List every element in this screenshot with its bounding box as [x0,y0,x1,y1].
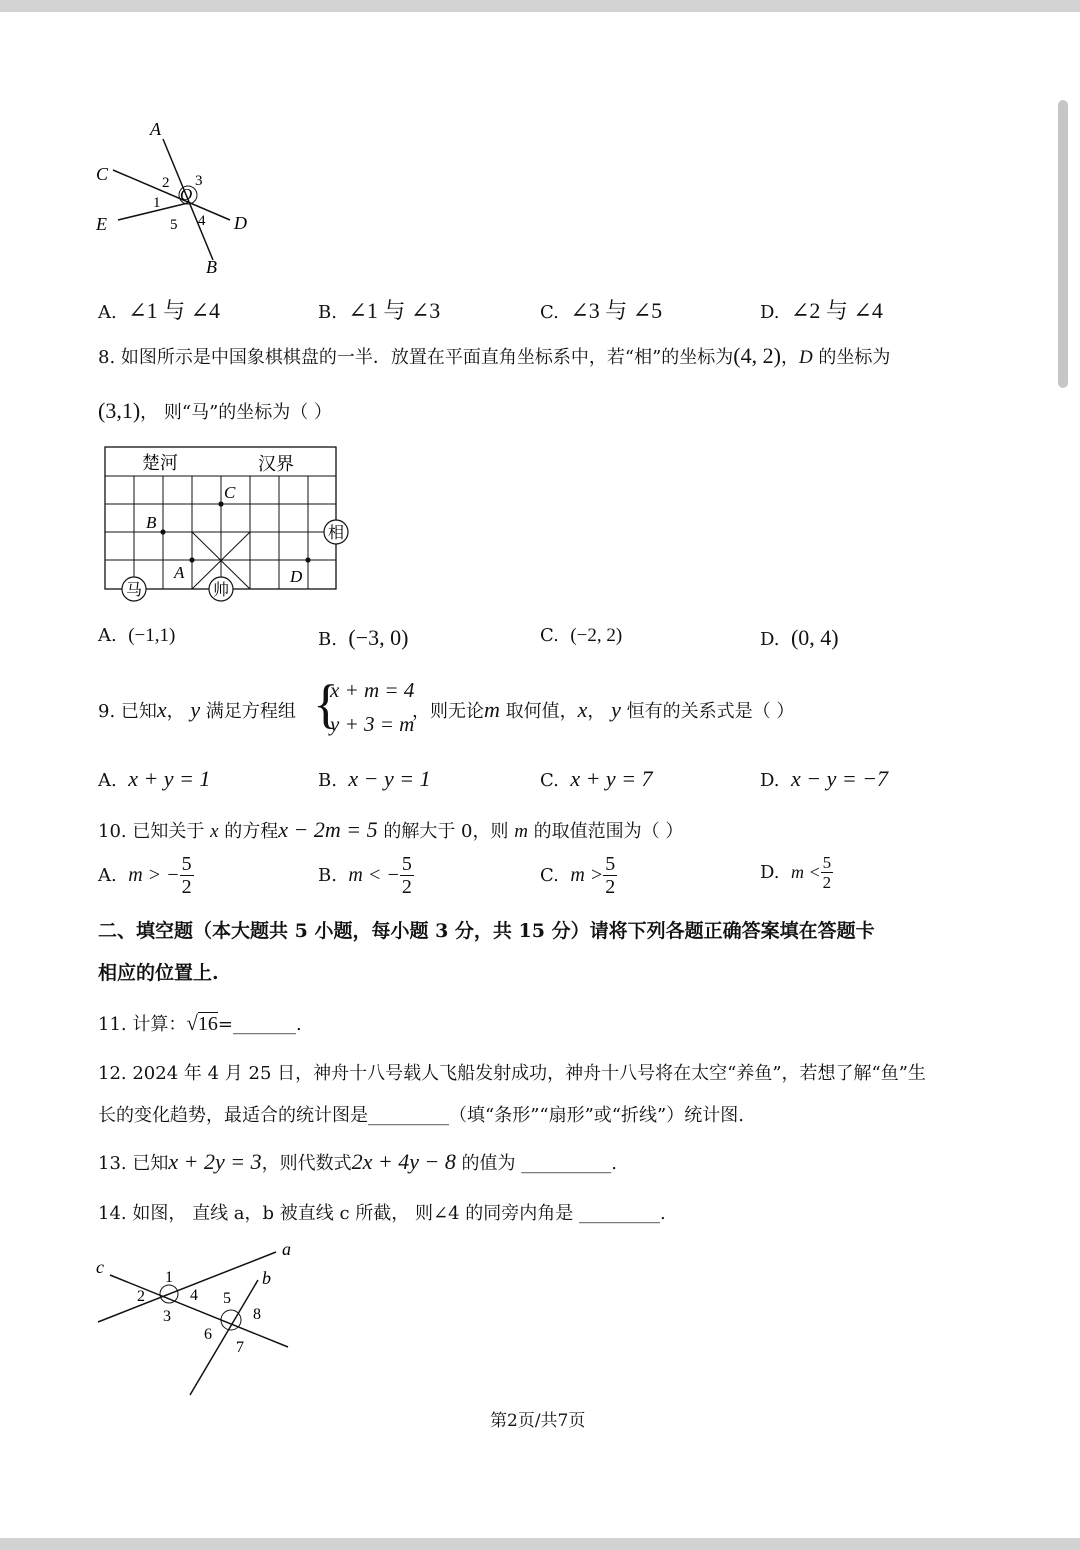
q8-line1 [98,343,890,369]
angle-5: 5 [170,217,178,233]
label-c: c [96,1257,104,1277]
q12-line1: 12. 2024 年 4 月 25 日，神舟十八号载人飞船发射成功，神舟十八号将在太空“养鱼”，若想了解“鱼”生 [98,1063,926,1084]
option-letter: A. [98,865,117,886]
q13-blank[interactable]: 的值为 __________. [455,1153,617,1174]
q10-equation: x − 2m = 5 [278,817,378,842]
label-E: E [96,214,107,234]
page-footer: 第2页/共7页 [490,1411,586,1431]
q8-option-c[interactable] [540,625,622,647]
fraction [603,853,617,898]
section-2-heading: 二、填空题（本大题共 5 小题，每小题 3 分，共 15 分）请将下列各题正确答案填在答题卡 [98,920,875,942]
label-B: B [206,257,217,277]
q9-option-a[interactable] [98,766,210,792]
angle-4: 4 [198,213,206,229]
option-expr: m > [570,864,604,886]
angle-6: 6 [204,1326,212,1343]
q7-option-a[interactable] [98,294,220,325]
q10-option-d[interactable] [760,853,833,892]
label-O: O [180,185,193,204]
q9-tail [412,697,794,723]
option-expr: m > − [128,864,180,886]
q10-option-c[interactable] [540,853,617,898]
q8-text: 8. 如图所示是中国象棋棋盘的一半．放置在平面直角坐标系中，若“相”的坐标为 [98,347,734,368]
angle-4: 4 [190,1287,198,1304]
q13-text: ，则代数式 [261,1153,352,1174]
var-m: m [484,697,500,722]
option-letter: A. [98,302,117,323]
q8-option-b[interactable] [318,625,408,651]
comma: ， [780,347,799,368]
piece-xiang-label: 相 [328,525,345,542]
q8-text: 的坐标为 [812,347,891,368]
q9-option-b[interactable] [318,766,431,792]
q11-blank[interactable]: =_______. [217,1014,302,1035]
point-C: C [224,483,236,502]
option-text: x − y = −7 [790,766,889,791]
q9-option-d[interactable] [760,766,888,792]
option-letter: B. [318,629,337,650]
option-letter: B. [318,865,337,886]
var-x: x [156,697,167,722]
denominator: 2 [401,876,412,898]
angle-7: 7 [236,1339,244,1356]
denominator: 2 [181,876,192,898]
fraction [180,853,194,898]
option-letter: C. [540,865,559,886]
numerator: 5 [822,853,832,872]
label-D: D [234,213,247,233]
numerator: 5 [181,853,192,875]
label-b: b [262,1268,271,1288]
q8-line2 [98,398,332,424]
q10-text: 的解大于 0，则 [377,821,515,842]
q11 [98,1010,302,1036]
numerator: 5 [605,853,616,875]
option-text: x + y = 1 [128,766,211,791]
q10-text: 的方程 [218,821,279,842]
q13-expression: 2x + 4y − 8 [351,1149,456,1174]
var-y: y [611,697,621,722]
q10-text: 10. 已知关于 [98,821,211,842]
q7-option-b[interactable] [318,294,440,325]
q13 [98,1149,617,1175]
var-m: m [514,821,528,842]
angle-8: 8 [253,1306,261,1323]
sqrt-sign: √ [186,1011,198,1035]
option-letter: C. [540,625,559,646]
option-text: ∠2 与 ∠4 [790,298,883,323]
river-right: 汉界 [258,454,294,474]
q13-equation: x + 2y = 3 [168,1149,262,1174]
q14-stem: 14. 如图， 直线 a，b 被直线 c 所截， 则∠4 的同旁内角是 _________. [98,1203,666,1224]
option-text: ∠3 与 ∠5 [570,298,663,323]
q7-angle-figure [90,115,270,280]
option-letter: C. [540,770,559,791]
angle-2: 2 [162,175,170,191]
q9-text: 9. 已知 [98,701,157,722]
piece-ma-label: 马 [126,582,143,599]
equation-1: x + m = 4 [330,678,415,702]
denominator: 2 [605,876,616,898]
d-label: D [798,347,813,368]
option-letter: D. [760,302,780,323]
q10-option-a[interactable] [98,853,194,898]
river-left: 楚河 [142,453,178,473]
q8-option-a[interactable] [98,625,175,647]
option-letter: D. [760,629,780,650]
q7-option-c[interactable] [540,294,662,325]
q10-text: 的取值范围为（ ） [527,821,684,842]
bottom-gray-bar [0,1538,1080,1550]
point-B: B [146,513,157,532]
q9-option-c[interactable] [540,766,653,792]
q9-text: ，则无论 [412,701,484,722]
angle-1: 1 [165,1269,173,1286]
q14-parallel-lines-figure [90,1237,320,1402]
coord-xiang: (4, 2) [733,343,781,368]
option-expr: m < − [348,864,400,886]
angle-3: 3 [163,1308,171,1325]
comma: ， [166,701,185,722]
line-a [98,1252,276,1322]
coord-d: (3,1) [98,398,141,423]
q10-option-b[interactable] [318,853,414,898]
system-brace: { [313,674,339,734]
var-x: x [210,821,219,842]
angle-1: 1 [153,195,161,211]
option-letter: D. [760,770,780,791]
var-y: y [190,697,201,722]
angle-3: 3 [195,173,203,189]
q12-line2: 长的变化趋势，最适合的统计图是_________（填“条形”“扇形”或“折线”）统计图. [98,1105,744,1126]
scrollbar-thumb[interactable] [1058,100,1068,388]
section-2-heading-cont: 相应的位置上. [98,962,219,984]
option-text: (−2, 2) [570,625,623,646]
point-D: D [290,567,303,586]
piece-shuai-label: 帅 [213,582,230,599]
q9-prefix [98,697,296,723]
option-text: x − y = 1 [348,766,431,791]
option-letter: B. [318,770,337,791]
fraction [821,853,834,892]
q9-text: 满足方程组 [200,701,296,722]
option-letter: A. [98,625,117,646]
q8-text: ， 则“马”的坐标为（ ） [140,402,333,423]
q7-option-d[interactable] [760,294,883,325]
denominator: 2 [822,873,832,892]
q13-text: 13. 已知 [98,1153,169,1174]
option-letter: A. [98,770,117,791]
option-letter: B. [318,302,337,323]
point-A: A [174,563,185,582]
equation-2: y + 3 = m [330,712,415,736]
option-letter: C. [540,302,559,323]
comma: ， [587,701,606,722]
option-letter: D. [760,862,780,883]
q8-option-d[interactable] [760,625,839,651]
label-C: C [96,164,109,184]
var-x: x [577,697,588,722]
option-text: (−3, 0) [348,625,409,650]
label-A: A [150,119,161,139]
line-CD [113,170,230,220]
q10-stem [98,817,683,843]
option-text: (−1,1) [128,625,176,646]
numerator: 5 [401,853,412,875]
top-gray-bar [0,0,1080,12]
radicand: 16 [197,1013,218,1035]
label-a: a [282,1239,291,1259]
option-expr: m < [790,862,821,882]
option-text: ∠1 与 ∠4 [128,298,221,323]
q9-text: 恒有的关系式是（ ） [620,701,795,722]
q9-text: 取何值， [499,701,578,722]
angle-5: 5 [223,1290,231,1307]
q8-chessboard-figure [100,442,360,607]
option-text: x + y = 7 [570,766,653,791]
q11-text: 11. 计算： [98,1014,187,1035]
angle-2: 2 [137,1288,145,1305]
option-text: (0, 4) [790,625,839,650]
option-text: ∠1 与 ∠3 [348,298,441,323]
fraction [400,853,414,898]
